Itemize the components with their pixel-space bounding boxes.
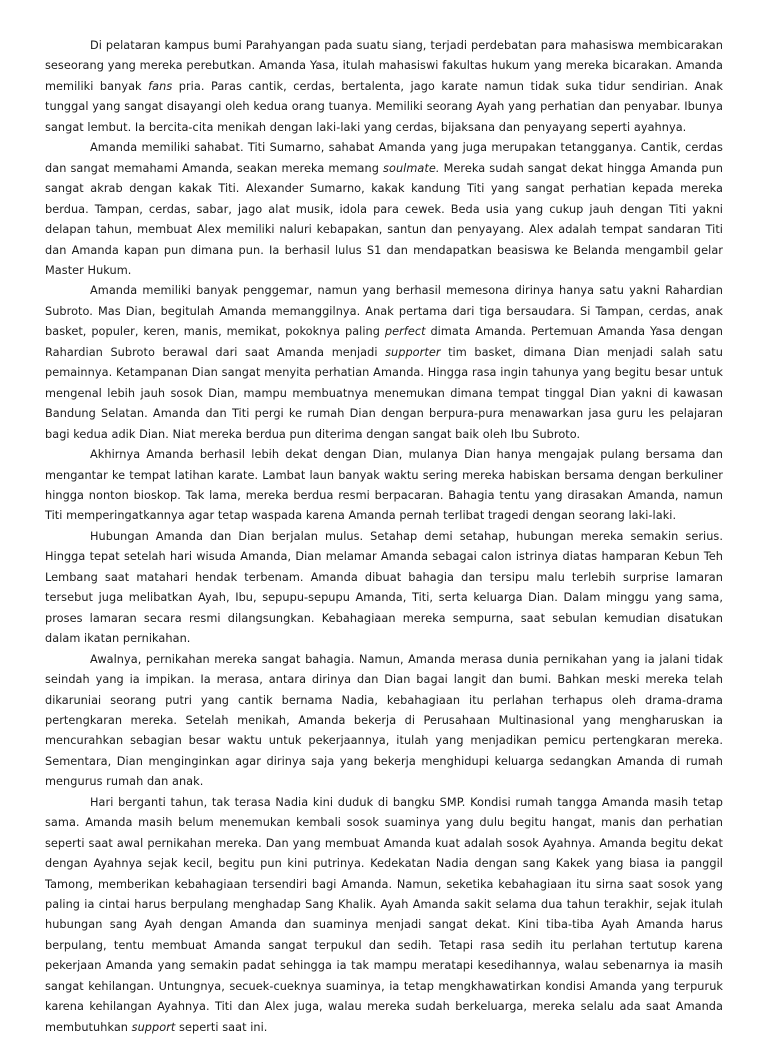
italic-term: support (131, 1020, 176, 1034)
paragraph-1 (45, 36, 723, 138)
text-run: Akhirnya Amanda berhasil lebih dekat dengan Dian, mulanya Dian hanya mengajak pulang bersama dan mengantar ke tempat latihan karate. Lambat laun banyak waktu sering mereka habiskan bersama dengan berkuliner hingga nonton bioskop. Tak lama, mereka berdua resmi berpacaran. Bahagia tentu yang dirasakan Amanda, namun Titi memperingatkannya agar tetap waspada karena Amanda pernah terlibat tragedi dengan seorang laki-laki. (45, 448, 723, 523)
italic-term: supporter (385, 345, 441, 359)
text-run: Mereka sudah sangat dekat hingga Amanda pun sangat akrab dengan kakak Titi. Alexander Sumarno, kakak kandung Titi yang sangat perhatian kepada mereka berdua. Tampan, cerdas, sabar, jago alat musik, idola para cewek. Beda usia yang cukup jauh dengan Titi yakni delapan tahun, membuat Alex memiliki naluri kebapakan, santun dan penyayang. Alex adalah tempat sandaran Titi dan Amanda kapan pun dimana pun. Ia berhasil lulus S1 dan mendapatkan beasiswa ke Belanda mengambil gelar Master Hukum. (45, 161, 724, 277)
paragraph-5 (45, 527, 723, 650)
paragraph-6 (45, 650, 723, 793)
paragraph-7 (45, 793, 723, 1038)
text-run: Hari berganti tahun, tak terasa Nadia kini duduk di bangku SMP. Kondisi rumah tangga Amanda masih tetap sama. Amanda masih belum menemukan kembali sosok suaminya yang dulu begitu hangat, manis dan perhatian seperti saat awal pernikahan mereka. Dan yang membuat Amanda kuat adalah sosok Ayahnya. Amanda begitu dekat dengan Ayahnya sejak kecil, begitu pun kini putrinya. Kedekatan Nadia dengan sang Kakek yang biasa ia panggil Tamong, memberikan kebahagiaan tersendiri bagi Amanda. Namun, seketika kebahagiaan itu sirna saat sosok yang paling ia cintai harus berpulang menghadap Sang Khalik. Ayah Amanda sakit selama dua tahun terakhir, sejak itulah hubungan sang Ayah dengan Amanda dan suaminya menjadi sangat dekat. Kini tiba-tiba Ayah Amanda harus berpulang, tentu membuat Amanda sangat terpukul dan sedih. Tetapi rasa sedih itu perlahan tertutup karena pekerjaan Amanda yang semakin padat sehingga ia tak mampu meratapi kesedihannya, walau sebenarnya ia masih sangat kehilangan. Untungnya, secuek-cueknya suaminya, ia tetap mengkhawatirkan kondisi Amanda yang terpuruk karena kehilangan Ayahnya. Titi dan Alex juga, walau mereka sudah berkeluarga, mereka selalu ada saat Amanda membutuhkan (45, 795, 723, 1034)
text-run: dimata Amanda. Pertemuan Amanda Yasa dengan Rahardian Subroto berawal dari saat Amanda menjadi (45, 325, 723, 359)
text-run: tim basket, dimana Dian menjadi salah satu pemainnya. Ketampanan Dian sangat menyita perhatian Amanda. Hingga rasa ingin tahunya yang begitu besar untuk mengenal lebih jauh sosok Dian, mampu membuatnya menemukan dimana tempat tinggal Dian yakni di kawasan Bandung Selatan. Amanda dan Titi pergi ke rumah Dian dengan berpura-pura menawarkan jasa guru les pelajaran bagi kedua adik Dian. Niat mereka berdua pun diterima dengan sangat baik oleh Ibu Subroto. (45, 345, 723, 441)
text-run: pria. Paras cantik, cerdas, bertalenta, jago karate namun tidak suka tidur sendirian. Anak tunggal yang sangat disayangi oleh kedua orang tuanya. Memiliki seorang Ayah yang perhatian dan penyabar. Ibunya sangat lembut. Ia bercita-cita menikah dengan laki-laki yang cerdas, bijaksana dan penyayang seperti ayahnya. (45, 79, 723, 134)
italic-term: perfect (384, 325, 426, 339)
text-run: Di pelataran kampus bumi Parahyangan pada suatu siang, terjadi perdebatan para mahasiswa membicarakan seseorang yang mereka perebutkan. Amanda Yasa, itulah mahasiswi fakultas hukum yang mereka bicarakan. Amanda memiliki banyak (45, 39, 723, 93)
paragraph-3 (45, 281, 723, 445)
text-run: Hubungan Amanda dan Dian berjalan mulus. Setahap demi setahap, hubungan mereka semakin serius. Hingga tepat setelah hari wisuda Amanda, Dian melamar Amanda sebagai calon istrinya diatas hamparan Kebun Teh Lembang saat matahari hendak terbenam. Amanda dibuat bahagia dan tersipu malu terlebih surprise lamaran tersebut juga melibatkan Ayah, Ibu, sepupu-sepupu Amanda, Titi, serta keluarga Dian. Dalam minggu yang sama, proses lamaran secara resmi dilangsungkan. Kebahagiaan mereka sempurna, saat sebulan kemudian disatukan dalam ikatan pernikahan. (45, 529, 723, 646)
italic-term: soulmate. (383, 161, 440, 175)
text-run: Awalnya, pernikahan mereka sangat bahagia. Namun, Amanda merasa dunia pernikahan yang ia jalani tidak seindah yang ia impikan. Ia merasa, antara dirinya dan Dian bagai langit dan bumi. Bahkan meski mereka telah dikaruniai seorang putri yang cantik bernama Nadia, kebahagiaan itu perlahan terhapus oleh drama-drama pertengkaran mereka. Setelah menikah, Amanda bekerja di Perusahaan Multinasional yang mengharuskan ia mencurahkan sebagian besar waktu untuk pekerjaannya, itulah yang menjadikan pemicu pertengkaran mereka. Sementara, Dian menginginkan agar dirinya saja yang bekerja menghidupi keluarga sedangkan Amanda di rumah mengurus rumah dan anak. (45, 652, 723, 789)
text-run: Amanda memiliki sahabat. Titi Sumarno, sahabat Amanda yang juga merupakan tetangganya. Cantik, cerdas dan sangat memahami Amanda, seakan mereka memang (45, 141, 723, 175)
text-run: Amanda memiliki banyak penggemar, namun yang berhasil memesona dirinya hanya satu yakni Rahardian Subroto. Mas Dian, begitulah Amanda memanggilnya. Anak pertama dari tiga bersaudara. Si Tampan, cerdas, anak basket, populer, keren, manis, memikat, pokoknya paling (45, 284, 723, 339)
paragraph-2 (45, 138, 723, 281)
paragraph-4 (45, 445, 723, 527)
text-run: seperti saat ini. (175, 1020, 268, 1034)
italic-term: fans (148, 79, 173, 93)
document-page (45, 36, 723, 1038)
